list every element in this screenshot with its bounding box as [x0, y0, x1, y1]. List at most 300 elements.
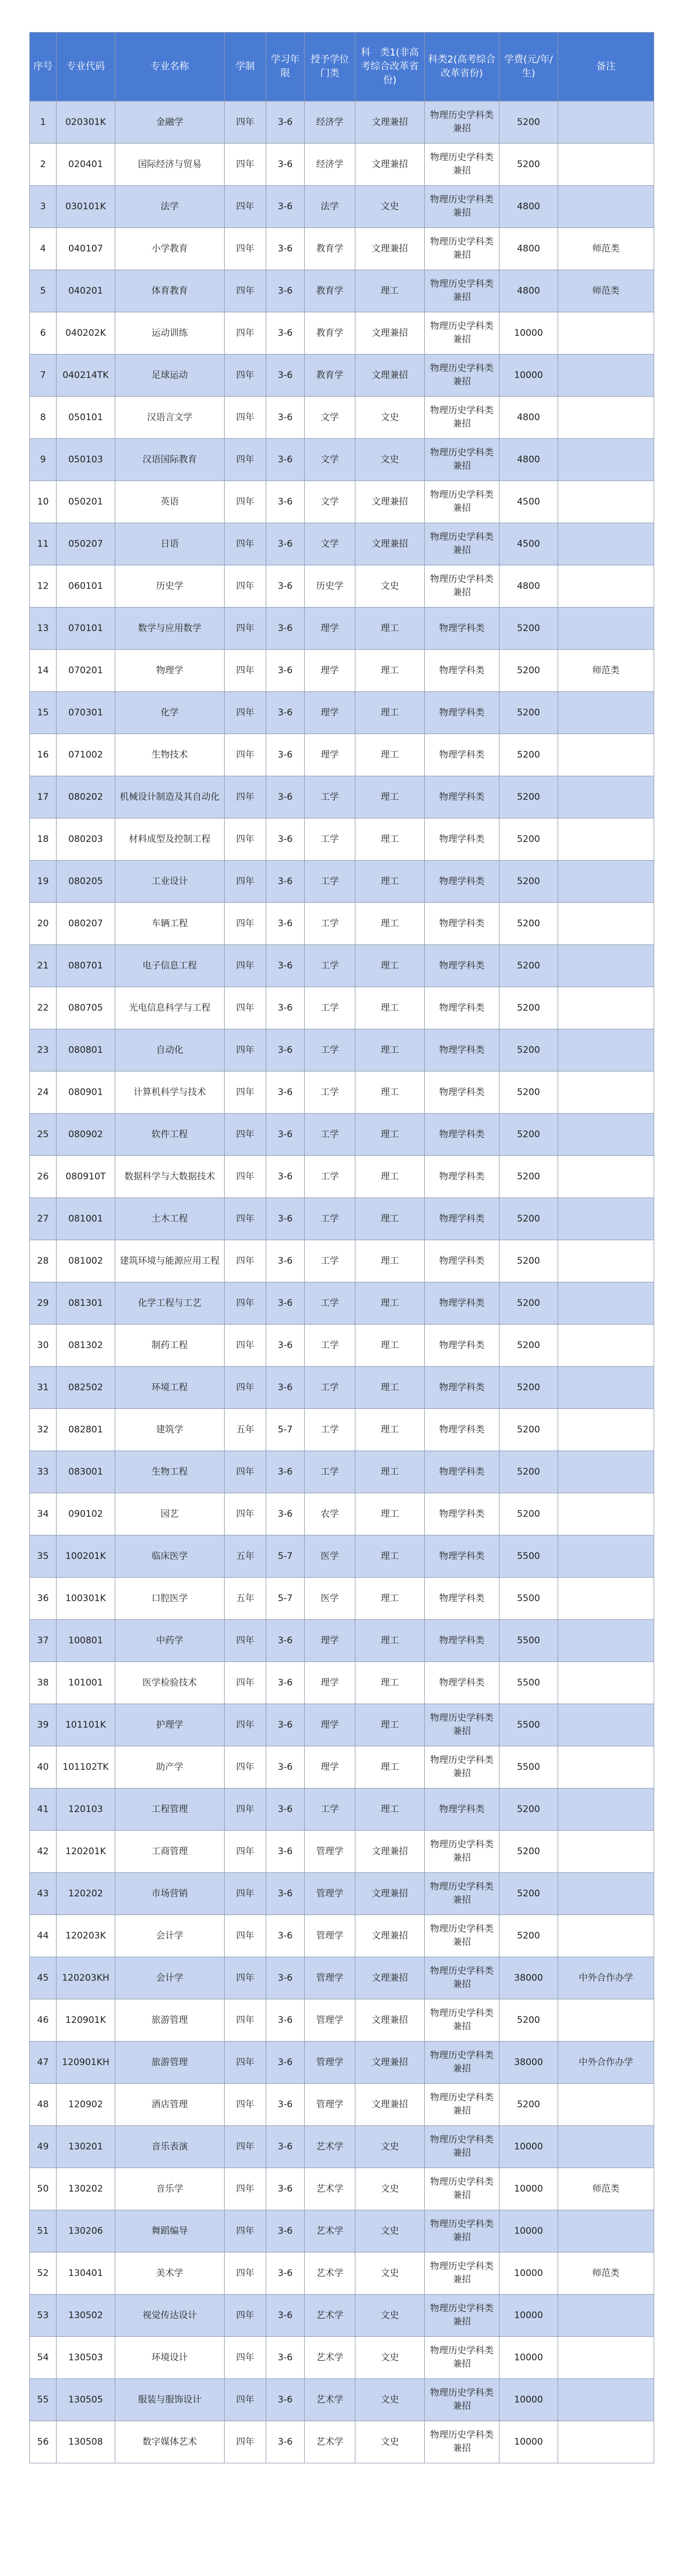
row-subject-category-2: 物理学科类: [425, 692, 499, 734]
row-index: 13: [30, 608, 57, 650]
row-major-code: 070201: [57, 650, 115, 692]
row-tuition: 5200: [499, 1451, 558, 1493]
row-subject-category-1: 文理兼招: [355, 1915, 425, 1957]
row-degree-category: 医学: [305, 1578, 355, 1620]
row-major-code: 050103: [57, 439, 115, 481]
row-study-years: 3-6: [266, 1662, 305, 1704]
row-subject-category-1: 理工: [355, 1578, 425, 1620]
row-study-years: 3-6: [266, 608, 305, 650]
row-tuition: 4800: [499, 186, 558, 228]
row-study-years: 3-6: [266, 1620, 305, 1662]
row-major-code: 130201: [57, 2126, 115, 2168]
row-major-name: 化学: [115, 692, 225, 734]
row-major-name: 美术学: [115, 2252, 225, 2295]
row-degree-category: 文学: [305, 481, 355, 523]
row-note: [558, 1493, 654, 1535]
row-index: 31: [30, 1367, 57, 1409]
table-row: [30, 1409, 654, 1451]
row-index: 26: [30, 1156, 57, 1198]
row-subject-category-2: 物理学科类: [425, 1578, 499, 1620]
row-program-length: 四年: [225, 2337, 266, 2379]
row-degree-category: 管理学: [305, 1915, 355, 1957]
row-subject-category-1: 理工: [355, 861, 425, 903]
row-note: [558, 1535, 654, 1578]
row-index: 1: [30, 101, 57, 144]
row-index: 10: [30, 481, 57, 523]
row-tuition: 4800: [499, 565, 558, 608]
row-index: 45: [30, 1957, 57, 1999]
row-major-code: 080901: [57, 1072, 115, 1114]
row-major-code: 090102: [57, 1493, 115, 1535]
row-program-length: 四年: [225, 228, 266, 270]
row-study-years: 3-6: [266, 228, 305, 270]
row-major-name: 助产学: [115, 1746, 225, 1789]
row-major-name: 材料成型及控制工程: [115, 818, 225, 861]
row-subject-category-1: 文史: [355, 2126, 425, 2168]
row-program-length: 四年: [225, 101, 266, 144]
table-row: [30, 312, 654, 355]
row-major-name: 软件工程: [115, 1114, 225, 1156]
row-program-length: 四年: [225, 186, 266, 228]
row-degree-category: 艺术学: [305, 2421, 355, 2463]
row-note: 师范类: [558, 2252, 654, 2295]
row-degree-category: 工学: [305, 1029, 355, 1072]
row-subject-category-2: 物理历史学科类兼招: [425, 2042, 499, 2084]
row-note: [558, 1240, 654, 1282]
header-degree-category: 授予学位门类: [305, 33, 355, 101]
row-note: [558, 1620, 654, 1662]
row-program-length: 四年: [225, 1325, 266, 1367]
header-tuition: 学费(元/年/生): [499, 33, 558, 101]
row-major-code: 130508: [57, 2421, 115, 2463]
row-study-years: 3-6: [266, 2421, 305, 2463]
row-major-name: 运动训练: [115, 312, 225, 355]
row-major-name: 金融学: [115, 101, 225, 144]
row-subject-category-2: 物理学科类: [425, 1367, 499, 1409]
row-major-name: 酒店管理: [115, 2084, 225, 2126]
row-subject-category-1: 理工: [355, 987, 425, 1029]
row-index: 51: [30, 2210, 57, 2252]
row-tuition: 5200: [499, 1409, 558, 1451]
row-study-years: 3-6: [266, 1915, 305, 1957]
row-program-length: 四年: [225, 2379, 266, 2421]
row-degree-category: 经济学: [305, 144, 355, 186]
row-note: [558, 1873, 654, 1915]
row-index: 54: [30, 2337, 57, 2379]
row-subject-category-2: 物理学科类: [425, 1114, 499, 1156]
row-tuition: 5200: [499, 818, 558, 861]
row-study-years: 5-7: [266, 1409, 305, 1451]
row-note: [558, 1367, 654, 1409]
row-study-years: 3-6: [266, 987, 305, 1029]
row-major-name: 计算机科学与技术: [115, 1072, 225, 1114]
table-row: [30, 734, 654, 776]
row-program-length: 四年: [225, 270, 266, 312]
table-row: [30, 144, 654, 186]
row-program-length: 四年: [225, 2210, 266, 2252]
table-row: [30, 481, 654, 523]
row-degree-category: 工学: [305, 1282, 355, 1325]
row-index: 42: [30, 1831, 57, 1873]
row-major-name: 英语: [115, 481, 225, 523]
row-major-name: 市场营销: [115, 1873, 225, 1915]
row-study-years: 3-6: [266, 1746, 305, 1789]
row-program-length: 四年: [225, 650, 266, 692]
row-tuition: 5500: [499, 1535, 558, 1578]
row-major-code: 130206: [57, 2210, 115, 2252]
row-subject-category-1: 理工: [355, 1662, 425, 1704]
row-index: 6: [30, 312, 57, 355]
row-subject-category-1: 理工: [355, 945, 425, 987]
row-subject-category-1: 理工: [355, 1198, 425, 1240]
table-row: [30, 1325, 654, 1367]
row-major-name: 法学: [115, 186, 225, 228]
row-index: 7: [30, 355, 57, 397]
row-major-code: 081302: [57, 1325, 115, 1367]
row-major-code: 040201: [57, 270, 115, 312]
row-note: [558, 1072, 654, 1114]
row-major-code: 080205: [57, 861, 115, 903]
row-program-length: 四年: [225, 734, 266, 776]
row-major-name: 机械设计制造及其自动化: [115, 776, 225, 818]
row-study-years: 3-6: [266, 1240, 305, 1282]
row-note: [558, 2084, 654, 2126]
row-major-code: 040107: [57, 228, 115, 270]
row-index: 35: [30, 1535, 57, 1578]
row-degree-category: 工学: [305, 1409, 355, 1451]
row-degree-category: 教育学: [305, 355, 355, 397]
row-index: 55: [30, 2379, 57, 2421]
row-subject-category-2: 物理学科类: [425, 1535, 499, 1578]
row-subject-category-1: 理工: [355, 1325, 425, 1367]
row-study-years: 3-6: [266, 1451, 305, 1493]
row-subject-category-1: 理工: [355, 270, 425, 312]
admission-table-container: [29, 32, 654, 2463]
row-subject-category-1: 理工: [355, 1746, 425, 1789]
table-row: [30, 1240, 654, 1282]
row-program-length: 四年: [225, 1620, 266, 1662]
row-subject-category-2: 物理历史学科类兼招: [425, 144, 499, 186]
table-row: [30, 1578, 654, 1620]
row-study-years: 3-6: [266, 650, 305, 692]
row-subject-category-2: 物理历史学科类兼招: [425, 2295, 499, 2337]
row-subject-category-2: 物理历史学科类兼招: [425, 1831, 499, 1873]
row-study-years: 3-6: [266, 945, 305, 987]
row-subject-category-2: 物理学科类: [425, 945, 499, 987]
table-row: [30, 1873, 654, 1915]
row-index: 21: [30, 945, 57, 987]
row-study-years: 3-6: [266, 312, 305, 355]
row-subject-category-1: 理工: [355, 650, 425, 692]
row-index: 34: [30, 1493, 57, 1535]
row-degree-category: 理学: [305, 650, 355, 692]
row-note: [558, 1029, 654, 1072]
row-tuition: 4500: [499, 481, 558, 523]
row-tuition: 38000: [499, 1957, 558, 1999]
row-major-code: 101102TK: [57, 1746, 115, 1789]
row-major-code: 081001: [57, 1198, 115, 1240]
row-degree-category: 农学: [305, 1493, 355, 1535]
row-study-years: 3-6: [266, 2210, 305, 2252]
row-major-name: 化学工程与工艺: [115, 1282, 225, 1325]
row-study-years: 3-6: [266, 2084, 305, 2126]
row-program-length: 四年: [225, 987, 266, 1029]
table-row: [30, 1493, 654, 1535]
row-degree-category: 教育学: [305, 312, 355, 355]
row-program-length: 五年: [225, 1409, 266, 1451]
row-tuition: 10000: [499, 2337, 558, 2379]
row-study-years: 3-6: [266, 1957, 305, 1999]
row-tuition: 10000: [499, 312, 558, 355]
table-row: [30, 608, 654, 650]
row-subject-category-2: 物理历史学科类兼招: [425, 2337, 499, 2379]
row-major-name: 体育教育: [115, 270, 225, 312]
row-program-length: 四年: [225, 523, 266, 565]
row-subject-category-2: 物理历史学科类兼招: [425, 1957, 499, 1999]
row-subject-category-2: 物理历史学科类兼招: [425, 355, 499, 397]
row-major-name: 护理学: [115, 1704, 225, 1746]
table-row: [30, 439, 654, 481]
row-tuition: 10000: [499, 2379, 558, 2421]
row-tuition: 5200: [499, 1999, 558, 2042]
row-study-years: 3-6: [266, 903, 305, 945]
row-index: 52: [30, 2252, 57, 2295]
table-row: [30, 2126, 654, 2168]
row-subject-category-2: 物理学科类: [425, 1493, 499, 1535]
table-row: [30, 2042, 654, 2084]
row-index: 49: [30, 2126, 57, 2168]
row-subject-category-1: 理工: [355, 1029, 425, 1072]
row-subject-category-1: 理工: [355, 692, 425, 734]
row-subject-category-1: 文理兼招: [355, 2042, 425, 2084]
row-major-name: 国际经济与贸易: [115, 144, 225, 186]
row-tuition: 5200: [499, 1367, 558, 1409]
row-subject-category-2: 物理历史学科类兼招: [425, 1704, 499, 1746]
row-major-name: 制药工程: [115, 1325, 225, 1367]
row-subject-category-2: 物理历史学科类兼招: [425, 565, 499, 608]
row-degree-category: 管理学: [305, 1831, 355, 1873]
row-subject-category-2: 物理学科类: [425, 1072, 499, 1114]
row-subject-category-2: 物理历史学科类兼招: [425, 481, 499, 523]
row-study-years: 3-6: [266, 1114, 305, 1156]
row-major-code: 120201K: [57, 1831, 115, 1873]
row-degree-category: 工学: [305, 1156, 355, 1198]
row-degree-category: 工学: [305, 903, 355, 945]
row-degree-category: 艺术学: [305, 2168, 355, 2210]
row-note: [558, 1662, 654, 1704]
row-program-length: 四年: [225, 1114, 266, 1156]
row-note: [558, 1999, 654, 2042]
row-note: [558, 818, 654, 861]
row-degree-category: 理学: [305, 734, 355, 776]
row-major-name: 工业设计: [115, 861, 225, 903]
row-tuition: 5200: [499, 861, 558, 903]
row-subject-category-2: 物理学科类: [425, 1451, 499, 1493]
row-index: 27: [30, 1198, 57, 1240]
row-tuition: 5500: [499, 1578, 558, 1620]
row-program-length: 四年: [225, 945, 266, 987]
header-index: 序号: [30, 33, 57, 101]
row-tuition: 4800: [499, 270, 558, 312]
row-degree-category: 历史学: [305, 565, 355, 608]
row-study-years: 5-7: [266, 1578, 305, 1620]
row-subject-category-1: 理工: [355, 1493, 425, 1535]
row-note: [558, 1704, 654, 1746]
row-degree-category: 法学: [305, 186, 355, 228]
row-subject-category-1: 文史: [355, 2379, 425, 2421]
row-program-length: 四年: [225, 1240, 266, 1282]
row-subject-category-1: 文理兼招: [355, 228, 425, 270]
row-degree-category: 艺术学: [305, 2252, 355, 2295]
row-index: 19: [30, 861, 57, 903]
row-subject-category-1: 文理兼招: [355, 101, 425, 144]
row-tuition: 5200: [499, 650, 558, 692]
row-index: 12: [30, 565, 57, 608]
row-degree-category: 经济学: [305, 101, 355, 144]
row-subject-category-2: 物理历史学科类兼招: [425, 439, 499, 481]
row-subject-category-2: 物理历史学科类兼招: [425, 186, 499, 228]
row-study-years: 3-6: [266, 523, 305, 565]
row-major-name: 口腔医学: [115, 1578, 225, 1620]
row-degree-category: 理学: [305, 608, 355, 650]
row-degree-category: 管理学: [305, 1957, 355, 1999]
row-program-length: 四年: [225, 2252, 266, 2295]
row-subject-category-1: 理工: [355, 1282, 425, 1325]
row-note: [558, 1325, 654, 1367]
row-subject-category-1: 理工: [355, 734, 425, 776]
row-degree-category: 工学: [305, 987, 355, 1029]
table-row: [30, 1662, 654, 1704]
row-subject-category-1: 文史: [355, 2168, 425, 2210]
row-subject-category-1: 文史: [355, 2210, 425, 2252]
row-major-name: 土木工程: [115, 1198, 225, 1240]
row-major-code: 080207: [57, 903, 115, 945]
row-major-code: 130401: [57, 2252, 115, 2295]
row-degree-category: 艺术学: [305, 2337, 355, 2379]
row-tuition: 10000: [499, 2252, 558, 2295]
row-degree-category: 医学: [305, 1535, 355, 1578]
row-subject-category-1: 理工: [355, 903, 425, 945]
row-degree-category: 教育学: [305, 270, 355, 312]
row-degree-category: 工学: [305, 945, 355, 987]
row-tuition: 10000: [499, 2295, 558, 2337]
row-subject-category-2: 物理学科类: [425, 1620, 499, 1662]
row-note: [558, 861, 654, 903]
row-index: 20: [30, 903, 57, 945]
row-note: [558, 734, 654, 776]
table-row: [30, 1915, 654, 1957]
row-major-name: 工程管理: [115, 1789, 225, 1831]
table-row: [30, 945, 654, 987]
row-subject-category-2: 物理学科类: [425, 1789, 499, 1831]
row-major-name: 临床医学: [115, 1535, 225, 1578]
majors-table: [29, 32, 654, 2463]
row-tuition: 4500: [499, 523, 558, 565]
row-subject-category-2: 物理历史学科类兼招: [425, 1746, 499, 1789]
row-subject-category-2: 物理历史学科类兼招: [425, 2168, 499, 2210]
table-row: [30, 1198, 654, 1240]
row-degree-category: 工学: [305, 1198, 355, 1240]
row-program-length: 四年: [225, 903, 266, 945]
row-major-name: 建筑环境与能源应用工程: [115, 1240, 225, 1282]
table-row: [30, 1957, 654, 1999]
row-major-code: 100801: [57, 1620, 115, 1662]
row-subject-category-1: 理工: [355, 1409, 425, 1451]
row-tuition: 5200: [499, 1029, 558, 1072]
row-tuition: 5200: [499, 1282, 558, 1325]
row-program-length: 四年: [225, 2295, 266, 2337]
row-note: [558, 608, 654, 650]
row-program-length: 四年: [225, 1662, 266, 1704]
row-program-length: 四年: [225, 397, 266, 439]
row-program-length: 四年: [225, 2042, 266, 2084]
row-major-code: 080705: [57, 987, 115, 1029]
row-program-length: 四年: [225, 1451, 266, 1493]
row-subject-category-1: 文理兼招: [355, 312, 425, 355]
row-subject-category-2: 物理历史学科类兼招: [425, 2252, 499, 2295]
row-study-years: 3-6: [266, 1367, 305, 1409]
row-index: 3: [30, 186, 57, 228]
row-study-years: 3-6: [266, 2042, 305, 2084]
row-subject-category-1: 文理兼招: [355, 355, 425, 397]
row-degree-category: 艺术学: [305, 2379, 355, 2421]
row-program-length: 五年: [225, 1578, 266, 1620]
table-row: [30, 692, 654, 734]
row-index: 29: [30, 1282, 57, 1325]
table-row: [30, 1282, 654, 1325]
row-tuition: 4800: [499, 439, 558, 481]
row-tuition: 5200: [499, 1156, 558, 1198]
row-study-years: 3-6: [266, 2379, 305, 2421]
table-row: [30, 1156, 654, 1198]
row-study-years: 3-6: [266, 2337, 305, 2379]
row-program-length: 四年: [225, 1072, 266, 1114]
row-major-name: 小学教育: [115, 228, 225, 270]
row-program-length: 四年: [225, 2084, 266, 2126]
row-tuition: 5200: [499, 734, 558, 776]
row-index: 43: [30, 1873, 57, 1915]
row-tuition: 5200: [499, 1915, 558, 1957]
row-program-length: 四年: [225, 565, 266, 608]
row-study-years: 3-6: [266, 1704, 305, 1746]
row-subject-category-2: 物理历史学科类兼招: [425, 101, 499, 144]
row-study-years: 3-6: [266, 1873, 305, 1915]
table-row: [30, 1029, 654, 1072]
row-index: 53: [30, 2295, 57, 2337]
table-row: [30, 1831, 654, 1873]
row-note: [558, 186, 654, 228]
table-body: [30, 101, 654, 2463]
table-row: [30, 2337, 654, 2379]
row-note: [558, 2295, 654, 2337]
row-major-code: 071002: [57, 734, 115, 776]
row-major-code: 080910T: [57, 1156, 115, 1198]
row-subject-category-2: 物理学科类: [425, 1029, 499, 1072]
row-study-years: 3-6: [266, 861, 305, 903]
row-major-code: 120901K: [57, 1999, 115, 2042]
row-subject-category-2: 物理历史学科类兼招: [425, 397, 499, 439]
table-row: [30, 1789, 654, 1831]
header-study-years: 学习年限: [266, 33, 305, 101]
row-tuition: 38000: [499, 2042, 558, 2084]
row-program-length: 四年: [225, 1198, 266, 1240]
table-row: [30, 1999, 654, 2042]
row-note: [558, 1114, 654, 1156]
row-subject-category-1: 理工: [355, 1156, 425, 1198]
row-note: [558, 144, 654, 186]
row-note: [558, 987, 654, 1029]
row-subject-category-2: 物理历史学科类兼招: [425, 228, 499, 270]
